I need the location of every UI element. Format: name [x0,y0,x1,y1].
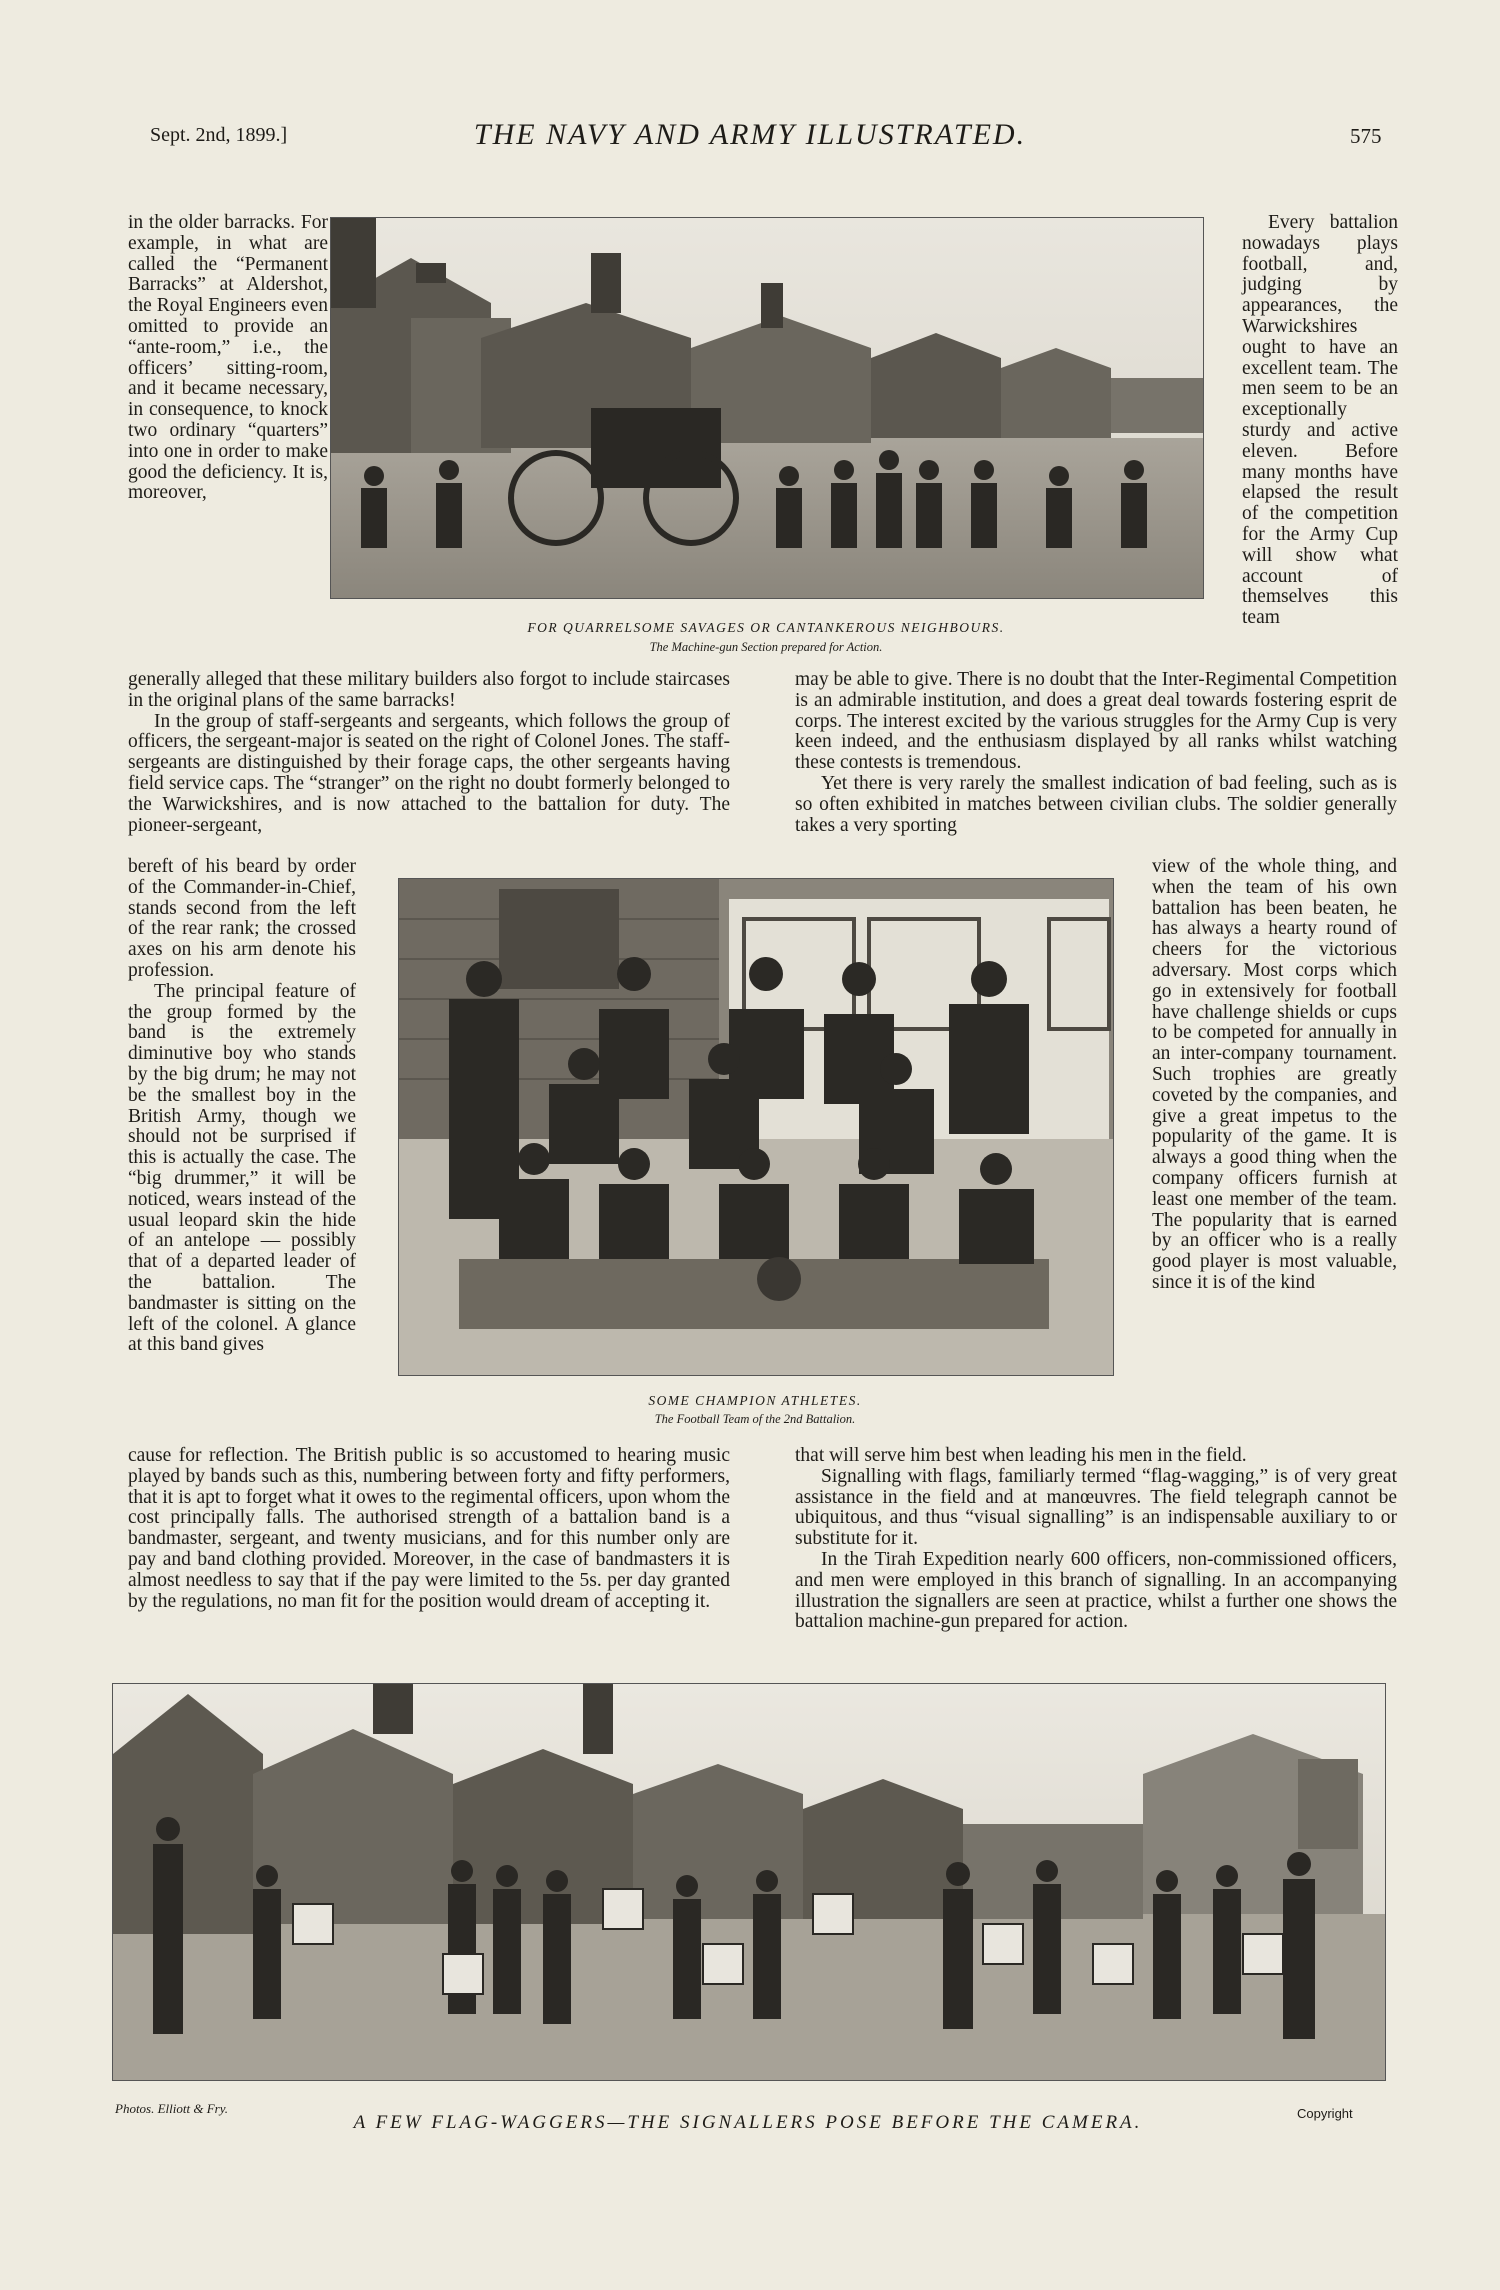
photo-credit: Photos. Elliott & Fry. [115,2101,229,2116]
photo3-caption: A FEW FLAG-WAGGERS—THE SIGNALLERS POSE BEFORE THE CAMERA. [353,2112,1143,2133]
paragraph: bereft of his beard by order of the Commander-in-Chief, stands second from the left of the rear rank; the crossed axes on his arm denote his profession. [128,856,356,981]
header-date: Sept. 2nd, 1899.] [150,124,288,146]
text-right-narrow [1152,857,1397,1294]
football-team-photo [398,878,1114,1376]
text-left-mid [128,670,730,836]
page-number: 575 [1350,124,1382,148]
paragraph: in the older barracks. For example, in what are called the “Permanent Barracks” at Aldershot, the Royal Engineers even omitted to provide an “ante-room,” i.e., the officers’ sitting-room, and it became necessary, in consequence, to knock two ordinary “quarters” into one in order to make good the deficiency. It is, moreover, [128,212,328,504]
text-left-bottom [128,1446,730,1612]
machine-gun-section-photo [330,217,1204,599]
text-left-narrow [128,857,356,1356]
text-col3-top [1242,213,1398,629]
text-right-mid [795,670,1397,836]
photo2-caption: SOME CHAMPION ATHLETES. [648,1393,862,1408]
paragraph: cause for reflection. The British public is so accustomed to hearing music played by bands such as this, numbering between forty and fifty performers, that it is apt to forget what it owes to the regimental officers, upon whom the cost principally falls. The authorised strength of a battalion band is a bandmaster, sergeant, and twenty musicians, and for this number only are pay and band clothing provided. Moreover, in the case of bandmasters it is almost needless to say that if the pay were limited to the 5s. per day granted by the regulations, no man fit for the position would dream of accepting it. [128,1445,730,1612]
paragraph: may be able to give. There is no doubt that the Inter-Regimental Competition is an admirable institution, and does a great deal towards fostering esprit de corps. The interest excited by the various struggles for the Army Cup is very keen indeed, and the enthusiasm displayed by all ranks whilst watching these contests is tremendous. [795,669,1397,774]
paragraph: Yet there is very rarely the smallest indication of bad feeling, such as is so often exhibited in matches between civilian clubs. The soldier generally takes a very sporting [795,772,1397,836]
page-title: THE NAVY AND ARMY ILLUSTRATED. [473,118,1027,151]
photo1-subcaption: The Machine-gun Section prepared for Action. [649,640,883,654]
paragraph: generally alleged that these military builders also forgot to include staircases in the original plans of the same barracks! [128,669,730,711]
photo2-subcaption: The Football Team of the 2nd Battalion. [654,1412,856,1426]
paragraph: Signalling with flags, familiarly termed “flag-wagging,” is of very great assistance in the field and at manœuvres. The field telegraph cannot be ubiquitous, and thus “visual signalling” is an indispensable auxiliary to or substitute for it. [795,1465,1397,1550]
text-col1-top [128,213,328,504]
paragraph: The principal feature of the group formed by the band is the extremely diminutive boy who stands by the big drum; he may not be the smallest boy in the British Army, though we should not be surprised if this is actually the case. The “big drummer,” it will be noticed, wears instead of the usual leopard skin the hide of an antelope — possibly that of a departed leader of the battalion. The bandmaster is sitting on the left of the colonel. A glance at this band gives [128,980,356,1356]
machine-gun-photo-image [331,218,1203,598]
football-team-photo-image [399,879,1113,1375]
paragraph: In the group of staff-sergeants and sergeants, which follows the group of officers, the sergeant-major is seated on the right of Colonel Jones. The staff-sergeants are distinguished by their forage caps, the other sergeants having field service caps. The “stranger” on the right no doubt formerly belonged to the Warwickshires, and is now attached to the battalion for duty. The pioneer-sergeant, [128,710,730,836]
paragraph: In the Tirah Expedition nearly 600 officers, non-commissioned officers, and men were employed in this branch of signalling. In an accompanying illustration the signallers are seen at practice, whilst a further one shows the battalion machine-gun prepared for action. [795,1548,1397,1633]
signallers-photo-image [113,1684,1385,2080]
text-right-bottom [795,1446,1397,1633]
photo1-caption: FOR QUARRELSOME SAVAGES OR CANTANKEROUS NEIGHBOURS. [527,620,1005,635]
paragraph: that will serve him best when leading his men in the field. [795,1445,1247,1466]
signallers-photo [112,1683,1386,2081]
copyright-label: Copyright [1297,2106,1353,2121]
paragraph: view of the whole thing, and when the team of his own battalion has been beaten, he has always a hearty round of cheers for the victorious adversary. Most corps which go in extensively for football have challenge shields or cups to be competed for annually in an inter-company tournament. Such trophies are greatly coveted by the companies, and give a great impetus to the popularity of the game. It is always a good thing when the company officers furnish at least one member of the team. The popularity that is earned by an officer who is a really good player is most valuable, since it is of the kind [1152,856,1397,1293]
paragraph: Every battalion nowadays plays football, and, judging by appearances, the Warwickshires ought to have an excellent team. The men seem to be an exceptionally sturdy and active eleven. Before many months have elapsed the result of the competition for the Army Cup will show what account of themselves this team [1242,212,1398,629]
